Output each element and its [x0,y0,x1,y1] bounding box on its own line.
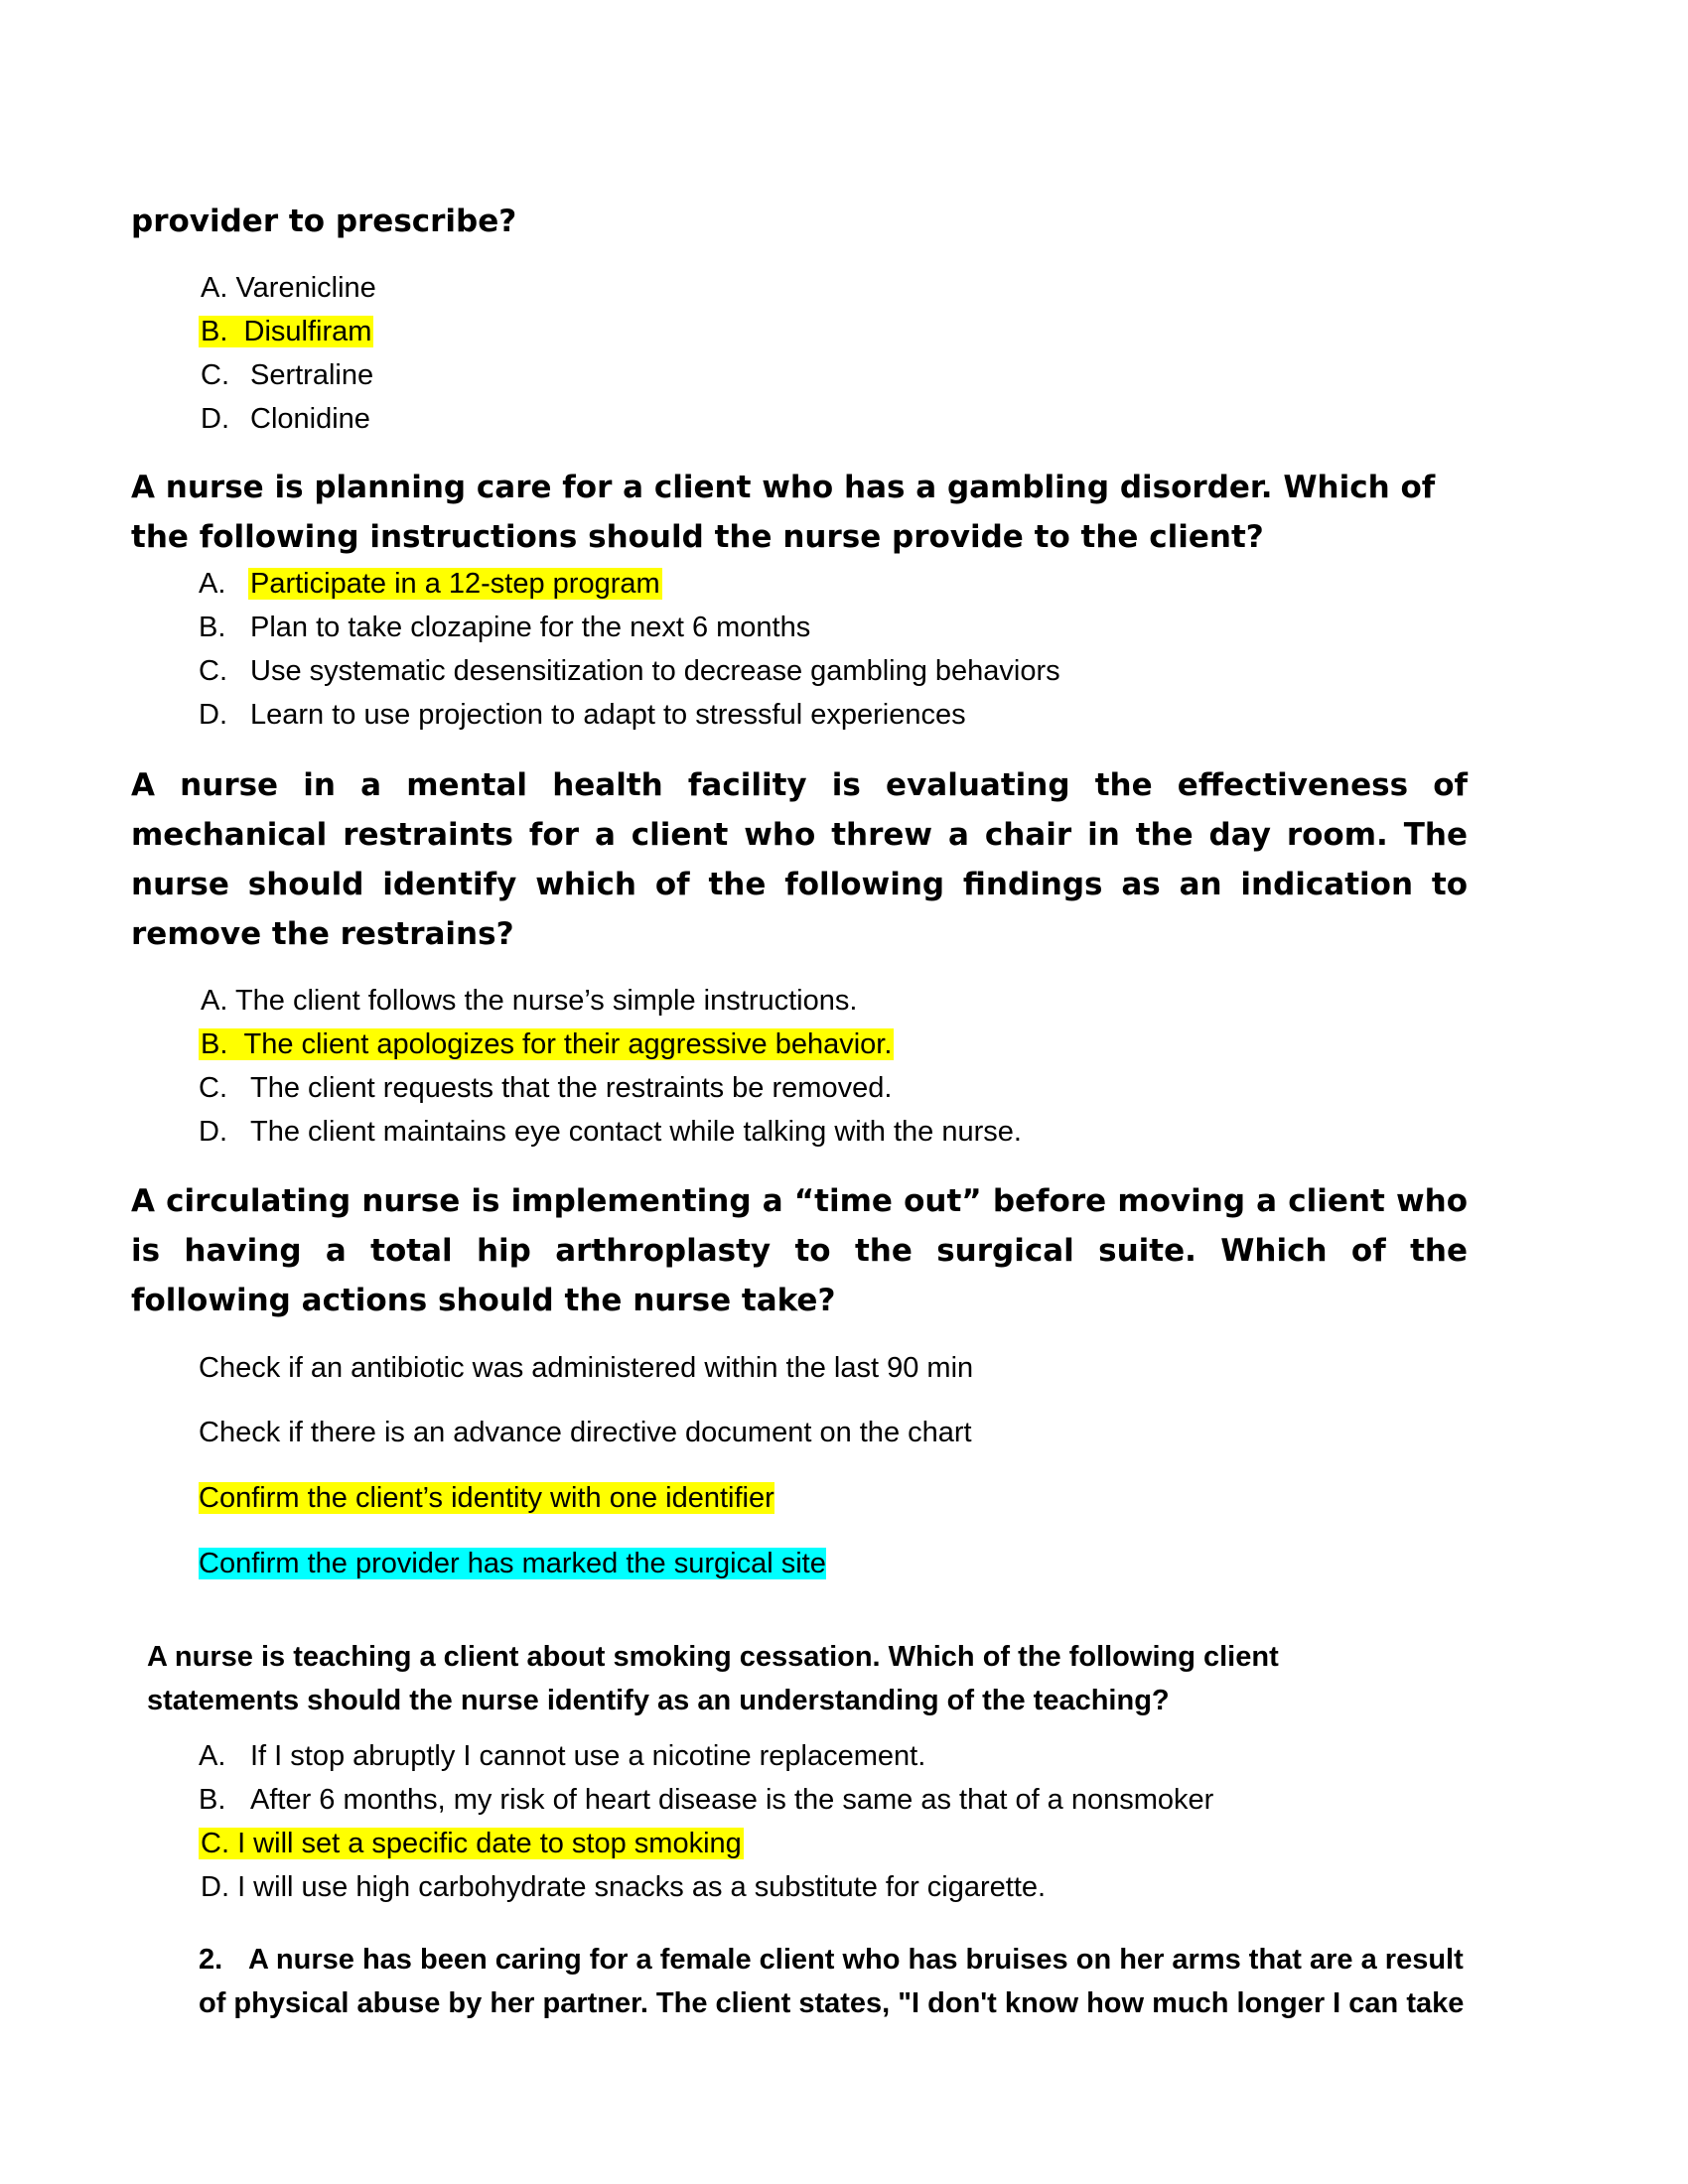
option-text-highlighted: B. The client apologizes for their aggressive behavior. [201,1028,893,1060]
question-3-options [199,979,1024,1154]
option-item [199,1865,1215,1909]
question-5-options [199,1734,1215,1909]
option-item [199,397,378,441]
option-text-highlighted: B. Disulfiram [201,316,372,347]
question-5-stem: A nurse is teaching a client about smoking cessation. Which of the following client statements should the nurse identify as an understanding of the teaching? [147,1641,1279,1716]
option-text: Check if an antibiotic was administered within the last 90 min [199,1352,974,1384]
option-text-highlighted: Confirm the client’s identity with one identifier [199,1482,774,1514]
option-item: B. Plan to take clozapine for the next 6 months [199,612,811,643]
question-3-stem: A nurse in a mental health facility is evaluating the effectiveness of mechanical restraints for a client who threw a chair in the day room. The nurse should identify which of the following findings as an indication to remove the restrains? [131,767,1468,952]
option-item [199,979,1024,1023]
option-text: A. Varenicline [201,272,376,304]
question-1-stem: provider to prescribe? [131,204,517,239]
question-6-stem: 2. A nurse has been caring for a female client who has bruises on her arms that are a result of physical abuse by her partner. The client states, "I don't know how much longer I can take [199,1938,1489,2025]
question-4-stem: A circulating nurse is implementing a “time out” before moving a client who is having a total hip arthroplasty to the surgical suite. Which of the following actions should the nurse take? [131,1183,1468,1318]
option-item [199,1822,1215,1865]
option-item: B. After 6 months, my risk of heart disease is the same as that of a nonsmoker [199,1784,1214,1816]
option-text: A. The client follows the nurse’s simple instructions. [201,985,858,1017]
option-text: D. Clonidine [201,403,370,435]
question-number: 2. [199,1944,223,1976]
option-item: A. If I stop abruptly I cannot use a nicotine replacement. [199,1740,926,1772]
option-item [199,310,378,353]
question-1-options [199,266,378,441]
option-text-highlighted: C. I will set a specific date to stop smoking [201,1828,742,1859]
option-item: D. Learn to use projection to adapt to stressful experiences [199,699,966,731]
option-item: C. Use systematic desensitization to decrease gambling behaviors [199,655,1060,687]
option-item [199,353,378,397]
option-item [199,266,378,310]
option-text-highlighted-cyan: Confirm the provider has marked the surgical site [199,1548,826,1579]
option-item: D. The client maintains eye contact while talking with the nurse. [199,1116,1022,1148]
option-text-highlighted: Participate in a 12-step program [250,568,660,600]
option-item [199,1023,1024,1066]
option-text: D. I will use high carbohydrate snacks as a substitute for cigarette. [201,1871,1047,1903]
question-2-options [199,562,1062,737]
question-2-stem: A nurse is planning care for a client who has a gambling disorder. Which of the following instructions should the nurse provide to the client? [131,470,1436,555]
option-item: A. Participate in a 12-step program [199,568,660,600]
option-text: C. Sertraline [201,359,374,391]
option-item: C. The client requests that the restraints be removed. [199,1072,893,1104]
option-text: Check if there is an advance directive document on the chart [199,1417,972,1448]
